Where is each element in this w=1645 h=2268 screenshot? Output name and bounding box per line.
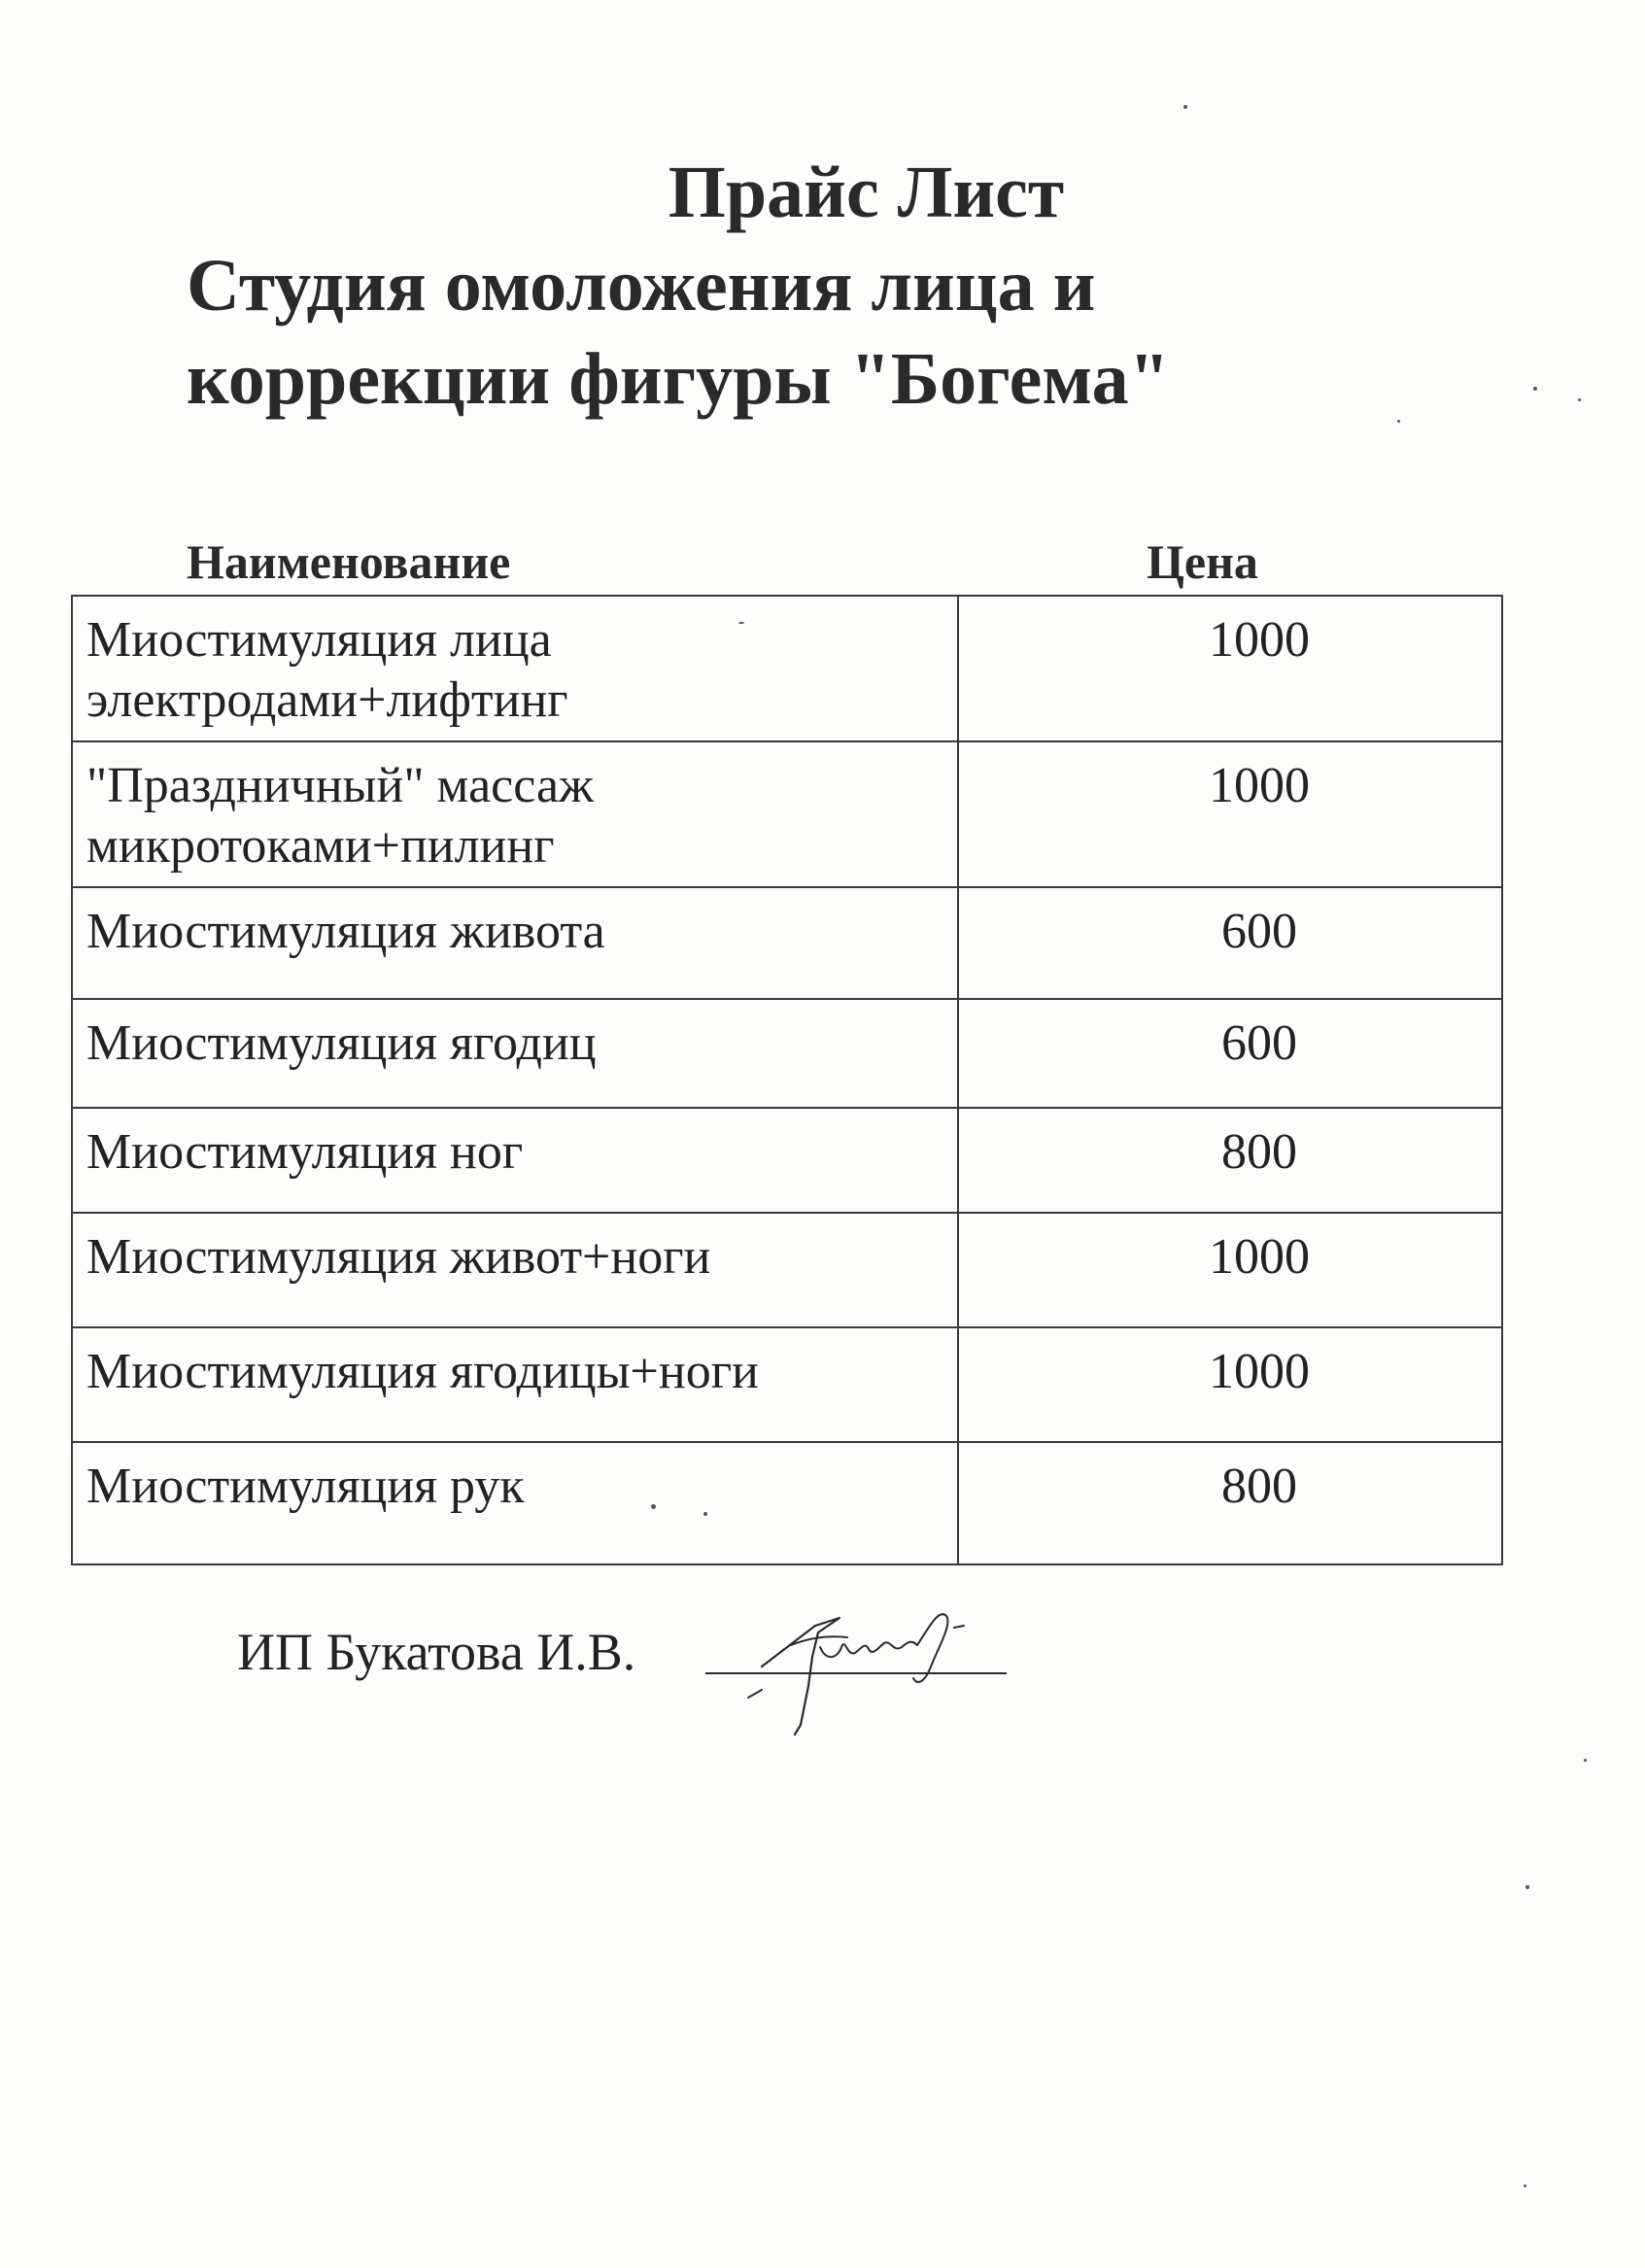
service-name: Миостимуляция живота [86, 904, 605, 959]
scan-speck [1525, 1885, 1529, 1889]
service-name: Миостимуляция рук [86, 1459, 525, 1514]
studio-name-line-2: коррекции фигуры "Богема" [187, 338, 1170, 420]
scan-speck [1533, 387, 1537, 391]
scan-speck [738, 622, 744, 624]
service-name: Миостимуляция ног [86, 1124, 524, 1180]
scan-speck [1183, 105, 1187, 109]
table-row [72, 1442, 1502, 1564]
price-table [71, 595, 1503, 1565]
service-name-cell [72, 1213, 958, 1327]
table-row [72, 1213, 1502, 1327]
scan-speck [1397, 420, 1400, 423]
service-name-continued: микротоками+пилинг [86, 818, 555, 874]
signer-name: ИП Букатова И.В. [237, 1623, 636, 1681]
column-header-price: Цена [1147, 534, 1258, 589]
service-price: 800 [958, 1442, 1502, 1564]
service-name-cell [72, 1327, 958, 1442]
service-name-continued: электродами+лифтинг [86, 672, 568, 728]
service-name-cell [72, 887, 958, 999]
signature-block [237, 1618, 1112, 1754]
service-price: 800 [958, 1108, 1502, 1213]
service-price: 1000 [958, 1213, 1502, 1327]
service-name: Миостимуляция ягодицы+ноги [86, 1344, 759, 1399]
service-price: 1000 [958, 741, 1502, 887]
service-price: 600 [958, 999, 1502, 1108]
page-title: Прайс Лист [668, 152, 1065, 233]
service-name-cell [72, 1442, 958, 1564]
service-name: Миостимуляция лица [86, 612, 552, 668]
table-row [72, 1108, 1502, 1213]
service-price: 1000 [958, 1327, 1502, 1442]
column-headers [0, 533, 1645, 591]
table-row [72, 887, 1502, 999]
table-row [72, 1327, 1502, 1442]
scan-speck [651, 1504, 656, 1509]
handwritten-signature [723, 1589, 1014, 1744]
table-row [72, 596, 1502, 741]
scan-speck [1524, 2184, 1526, 2187]
studio-name-line-1: Студия омоложения лица и [187, 245, 1096, 326]
service-name-cell [72, 1108, 958, 1213]
service-name-cell [72, 741, 958, 887]
table-row [72, 999, 1502, 1108]
service-name: "Праздничный" массаж [86, 758, 594, 813]
column-header-name: Наименование [187, 534, 511, 589]
service-name-cell [72, 999, 958, 1108]
service-price: 1000 [958, 596, 1502, 741]
service-price: 600 [958, 887, 1502, 999]
scan-speck [1578, 398, 1581, 401]
service-name-cell [72, 596, 958, 741]
scan-speck [1584, 1759, 1587, 1762]
service-name: Миостимуляция живот+ноги [86, 1229, 711, 1285]
title-block [0, 146, 1645, 426]
table-row [72, 741, 1502, 887]
scan-speck [703, 1512, 707, 1516]
service-name: Миостимуляция ягодиц [86, 1015, 597, 1071]
